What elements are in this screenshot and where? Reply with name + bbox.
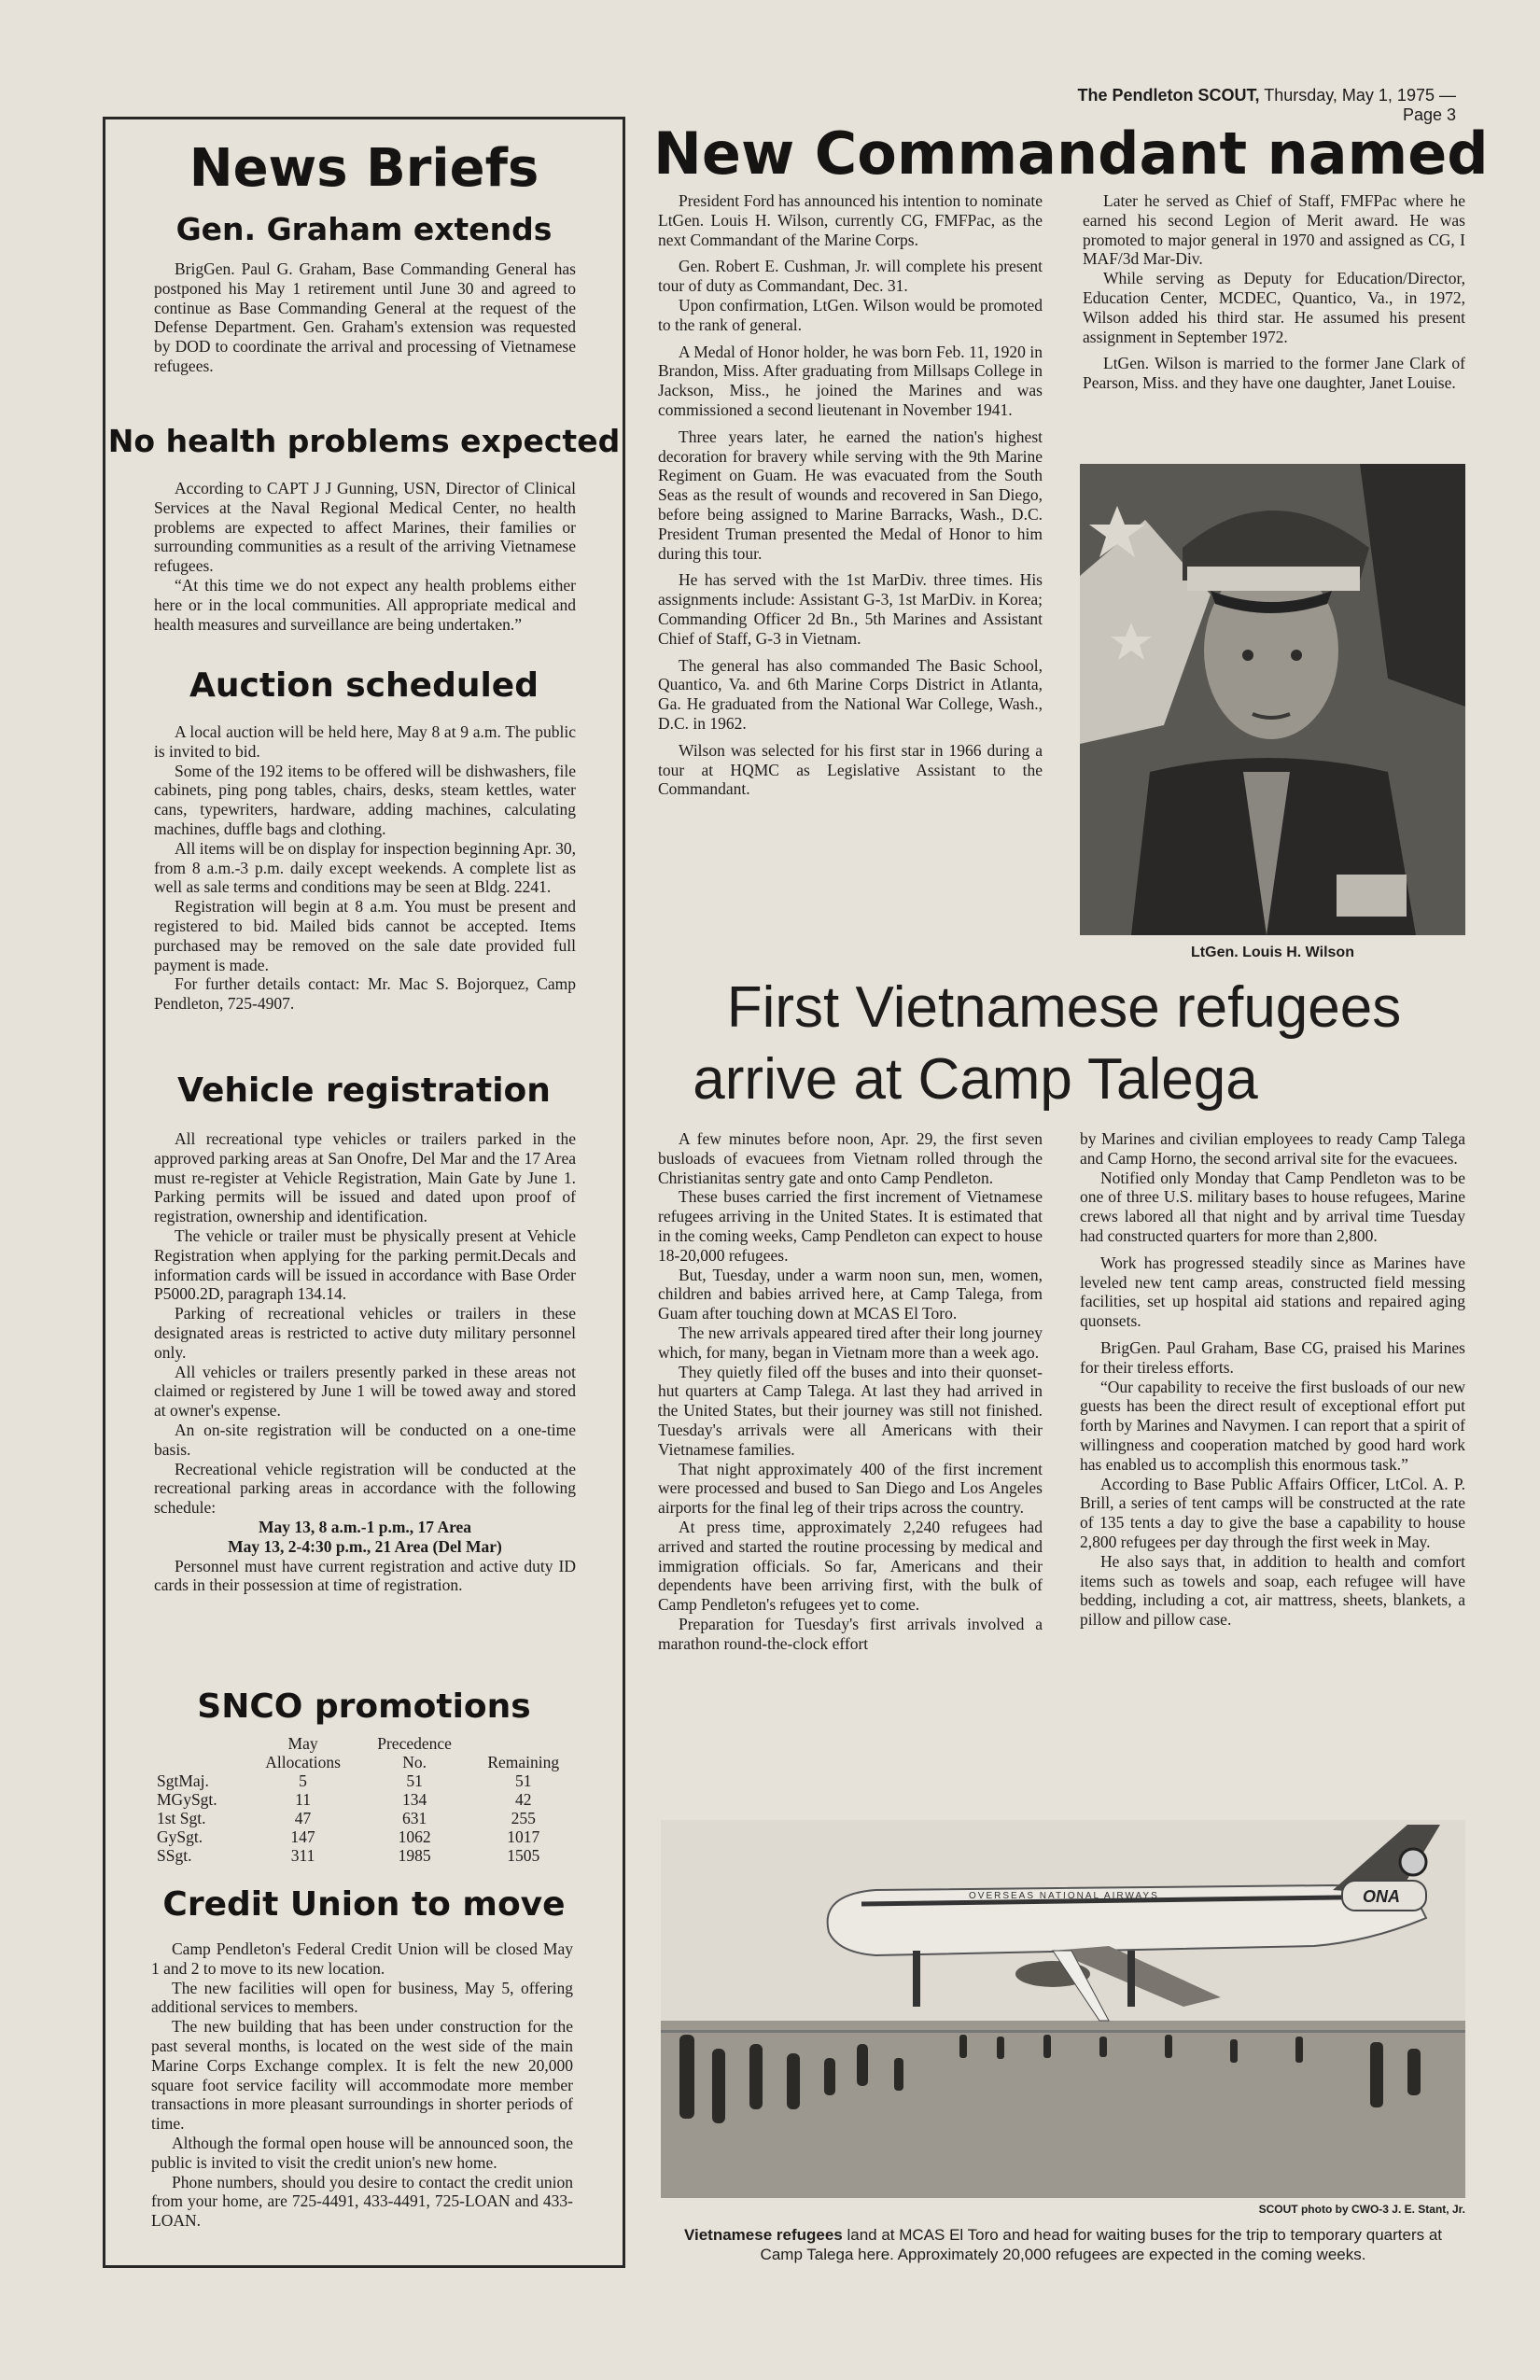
refugees-p9: by Marines and civilian employees to ready Camp Talega and Camp Horno, the second arrival site for the evacuees. <box>1080 1129 1465 1168</box>
auction-p1: A local auction will be held here, May 8 at 9 a.m. The public is invited to bid. <box>154 722 576 761</box>
vehicle-story <box>154 1129 576 1603</box>
snco-rank: 1st Sgt. <box>157 1809 206 1827</box>
snco-h2-c2: No. <box>402 1753 427 1771</box>
vehicle-p5: An on-site registration will be conducted on a one-time basis. <box>154 1420 576 1459</box>
refugees-p13: “Our capability to receive the first busloads of our new guests has been the direct result of exceptional effort put forth by Marines and Navymen. I can report that a spirit of willingness and cooperation matched by good hard work has enabled us to accomplish this enormous task.” <box>1080 1377 1465 1474</box>
vehicle-p3: Parking of recreational vehicles or trailers in these designated areas is restricted to active duty military personnel only. <box>154 1304 576 1362</box>
credit-p1: Camp Pendleton's Federal Credit Union will be closed May 1 and 2 to move to its new location. <box>151 1939 573 1978</box>
refugees-p15: He also says that, in addition to health and comfort items such as towels and soap, each refugee will have bedding, including a cot, air mattress, sheets, blankets, a pillow and pillow case. <box>1080 1551 1465 1630</box>
snco-allocations: 147 <box>290 1827 315 1846</box>
portrait-illustration <box>1080 464 1465 935</box>
snco-remaining: 51 <box>514 1771 532 1790</box>
vehicle-schedule-2: May 13, 2-4:30 p.m., 21 Area (Del Mar) <box>228 1536 502 1556</box>
credit-p3: The new building that has been under construction for the past several months, is located on the west side of the main Marine Corps Exchange complex. It is felt the new 20,000 square foot service facility will accommodate more member transactions in more pleasant surroundings in shorter periods of time. <box>151 2017 573 2134</box>
snco-remaining: 255 <box>511 1809 536 1827</box>
snco-remaining: 42 <box>514 1790 532 1809</box>
commandant-headline: New Commandant named <box>653 119 1489 188</box>
airport-photo-caption <box>661 2225 1465 2264</box>
commandant-column-2 <box>1083 191 1465 400</box>
refugees-headline-1: First Vietnamese refugees <box>726 975 1402 1040</box>
vehicle-p6: Recreational vehicle registration will be conducted at the recreational parking areas in accordance with the following schedule: <box>154 1459 576 1518</box>
portrait-caption: LtGen. Louis H. Wilson <box>1191 945 1354 960</box>
vehicle-p1: All recreational type vehicles or trailers parked in the approved parking areas at San Onofre, Del Mar and the 17 Area must re-register at Vehicle Registration, Main Gate by June 1. Parking permits will be issued and dated upon proof of registration, ownership and identification. <box>154 1129 576 1226</box>
table-row <box>157 1846 577 1865</box>
refugees-p12: BrigGen. Paul Graham, Base CG, praised his Marines for their tireless efforts. <box>1080 1337 1465 1377</box>
vehicle-p7: Personnel must have current registration and active duty ID cards in their possession at time of registration. <box>154 1556 576 1595</box>
folio-separator: — <box>1439 86 1456 105</box>
refugees-p5: They quietly filed off the buses and into their quonset-hut quarters at Camp Talega. At last they had arrived in the United States, but their journey was still not finished. Tuesday's arrivals were all Americans with their Vietnamese families. <box>658 1362 1043 1459</box>
snco-h1-c0 <box>157 1734 246 1753</box>
airport-illustration <box>661 1820 1465 2198</box>
commandant-p7: The general has also commanded The Basic School, Quantico, Va. and 6th Marine Corps District in Atlanta, Ga. He graduated from the National War College, Wash., D.C. in 1962. <box>658 655 1043 733</box>
snco-rank: GySgt. <box>157 1827 203 1846</box>
snco-promotions-table <box>157 1734 577 1865</box>
table-row <box>157 1809 577 1827</box>
refugees-p10: Notified only Monday that Camp Pendleton was to be one of three U.S. military bases to house refugees, Marine crews labored all that night and by arrival time Tuesday had constructed quarters for more than 2,800. <box>1080 1168 1465 1245</box>
commandant-p6: He has served with the 1st MarDiv. three times. His assignments include: Assistant G-3, 1st MarDiv. in Korea; Commanding Officer 2d Bn., 5th Marines and Assistant Chief of Staff, G-3 in Vietnam. <box>658 570 1043 648</box>
snco-h1-c3 <box>469 1734 577 1753</box>
snco-allocations: 5 <box>299 1771 307 1790</box>
commandant-p3: Upon confirmation, LtGen. Wilson would be promoted to the rank of general. <box>658 295 1043 334</box>
credit-p4: Although the formal open house will be announced soon, the public is invited to visit the credit union's new home. <box>151 2133 573 2172</box>
snco-allocations: 311 <box>290 1846 315 1865</box>
commandant-p10: While serving as Deputy for Education/Director, Education Center, MCDEC, Quantico, Va., in 1972, Wilson added his third star. He assumed his present assignment in September 1972. <box>1083 269 1465 346</box>
refugees-headline-2: arrive at Camp Talega <box>693 1047 1258 1112</box>
health-p2: “At this time we do not expect any health problems either here or in the local communities. All appropriate medical and health measures and surveillance are being undertaken.” <box>154 575 576 634</box>
folio-date: Thursday, May 1, 1975 <box>1264 86 1435 105</box>
credit-p5: Phone numbers, should you desire to contact the credit union from your home, are 725-4491, 433-4491, 725-LOAN and 433-LOAN. <box>151 2172 573 2231</box>
commandant-column-1 <box>658 191 1043 806</box>
snco-rank: SSgt. <box>157 1846 192 1865</box>
refugees-airport-photo <box>661 1820 1465 2198</box>
refugees-column-1 <box>658 1129 1043 1654</box>
credit-story <box>151 1939 573 2238</box>
caption-lead: Vietnamese refugees <box>683 2226 843 2244</box>
plane-tail-logo: ONA <box>1363 1887 1400 1906</box>
vehicle-p2: The vehicle or trailer must be physically present at Vehicle Registration when applying for the parking permit.Decals and information cards will be issued in accordance with Base Order P5000.2D, paragraph 134.14. <box>154 1225 576 1304</box>
refugees-p2: These buses carried the first increment of Vietnamese refugees arriving in the United States. It is estimated that in the coming weeks, Camp Pendleton can expect to house 18-20,000 refugees. <box>658 1187 1043 1265</box>
snco-remaining: 1505 <box>507 1846 540 1865</box>
snco-precedence: 1985 <box>398 1846 431 1865</box>
commandant-p11: LtGen. Wilson is married to the former Jane Clark of Pearson, Miss. and they have one daughter, Janet Louise. <box>1083 354 1465 393</box>
refugees-p11: Work has progressed steadily since as Marines have leveled new tent camp areas, constructed field messing facilities, set up hospital aid stations and repaired aging quonsets. <box>1080 1253 1465 1331</box>
refugees-p3: But, Tuesday, under a warm noon sun, men, women, children and babies arrived here, at Camp Talega, from Guam after touching down at MCAS El Toro. <box>658 1265 1043 1323</box>
health-story <box>154 479 576 641</box>
auction-story <box>154 722 576 1021</box>
snco-precedence: 1062 <box>398 1827 431 1846</box>
graham-headline: Gen. Graham extends <box>175 211 553 247</box>
wilson-portrait-photo <box>1080 464 1465 935</box>
graham-story <box>154 259 576 384</box>
health-headline: No health problems expected <box>107 423 621 459</box>
folio-paper: The Pendleton SCOUT, <box>1077 86 1260 105</box>
commandant-p8: Wilson was selected for his first star in 1966 during a tour at HQMC as Legislative Assistant to the Commandant. <box>658 740 1043 799</box>
news-briefs-title: News Briefs <box>189 138 539 199</box>
refugees-p14: According to Base Public Affairs Officer, LtCol. A. P. Brill, a series of tent camps will be constructed at the rate of 135 tents a day to give the base a capability to house 2,800 refugees per day through the first week in May. <box>1080 1474 1465 1551</box>
refugees-p4: The new arrivals appeared tired after their long journey which, for many, began in Vietnam more than a week ago. <box>658 1323 1043 1362</box>
commandant-p4: A Medal of Honor holder, he was born Feb. 11, 1920 in Brandon, Miss. After graduating from Millsaps College in Jackson, Miss., he joined the Marines and was commissioned a second lieutenant in November 1941. <box>658 342 1043 419</box>
snco-h2-c1: Allocations <box>265 1753 341 1771</box>
snco-allocations: 11 <box>295 1790 311 1809</box>
commandant-p2: Gen. Robert E. Cushman, Jr. will complete his present tour of duty as Commandant, Dec. 31. <box>658 257 1043 296</box>
auction-p5: For further details contact: Mr. Mac S. Bojorquez, Camp Pendleton, 725-4907. <box>154 974 576 1014</box>
snco-rank: SgtMaj. <box>157 1771 209 1790</box>
refugees-p7: At press time, approximately 2,240 refugees had arrived and started the routine processing by medical and immigration officials. So far, Americans and their dependents have been arriving first, with the bulk of Camp Pendleton's refugees yet to come. <box>658 1517 1043 1615</box>
vehicle-headline: Vehicle registration <box>177 1071 551 1110</box>
credit-headline: Credit Union to move <box>162 1885 566 1924</box>
credit-p2: The new facilities will open for business, May 5, offering additional services to members. <box>151 1978 573 2017</box>
snco-precedence: 631 <box>401 1809 427 1827</box>
commandant-p9: Later he served as Chief of Staff, FMFPac where he earned his second Legion of Merit award. He was promoted to major general in 1970 and assigned as CG, I MAF/3d Mar-Div. <box>1083 191 1465 269</box>
table-row <box>157 1790 577 1809</box>
refugees-p1: A few minutes before noon, Apr. 29, the first seven busloads of evacuees from Vietnam rolled through the Christianitas sentry gate and onto Camp Pendleton. <box>658 1129 1043 1187</box>
snco-h2-c3: Remaining <box>487 1753 560 1771</box>
auction-p2: Some of the 192 items to be offered will be dishwashers, file cabinets, ping pong tables, chairs, desks, steam kettles, water cans, typewriters, hardware, adding machines, calculating machines, duffle bags and clothing. <box>154 761 576 838</box>
snco-header-row-2 <box>157 1753 577 1771</box>
snco-headline: SNCO promotions <box>197 1687 531 1726</box>
refugees-p8: Preparation for Tuesday's first arrivals involved a marathon round-the-clock effort <box>658 1614 1043 1653</box>
commandant-p1: President Ford has announced his intention to nominate LtGen. Louis H. Wilson, currently CG, FMFPac, as the next Commandant of the Marine Corps. <box>658 191 1043 249</box>
snco-rank: MGySgt. <box>157 1790 217 1809</box>
snco-h1-c2: Precedence <box>377 1734 452 1753</box>
table-row <box>157 1771 577 1790</box>
snco-h1-c1: May <box>287 1734 318 1753</box>
folio-page: Page 3 <box>1402 105 1456 124</box>
commandant-p5: Three years later, he earned the nation's highest decoration for bravery while serving with the 9th Marine Regiment on Guam. He was evacuated from the South Seas as the result of wounds and recovered in San Diego, before being assigned to Marine Barracks, Wash., D.C. President Truman presented the Medal of Honor to him during this tour. <box>658 427 1043 563</box>
snco-precedence: 51 <box>406 1771 423 1790</box>
graham-p1: BrigGen. Paul G. Graham, Base Commanding General has postponed his May 1 retirement until June 30 and agreed to continue as Base Commanding General at the request of the Defense Department. Gen. Graham's extension was requested by DOD to coordinate the arrival and processing of Vietnamese refugees. <box>154 259 576 375</box>
snco-allocations: 47 <box>294 1809 312 1827</box>
vehicle-schedule-1: May 13, 8 a.m.-1 p.m., 17 Area <box>258 1517 472 1536</box>
plane-fuselage-text: OVERSEAS NATIONAL AIRWAYS <box>969 1891 1159 1901</box>
photo-credit: SCOUT photo by CWO-3 J. E. Stant, Jr. <box>1258 2203 1465 2216</box>
snco-precedence: 134 <box>401 1790 427 1809</box>
auction-p3: All items will be on display for inspection beginning Apr. 30, from 8 a.m.-3 p.m. daily except weekends. A complete list as well as sale terms and conditions may be seen at Bldg. 2241. <box>154 838 576 897</box>
auction-p4: Registration will begin at 8 a.m. You must be present and registered to bid. Mailed bids cannot be accepted. Items purchased may be removed on the sale date provided full payment is made. <box>154 897 576 974</box>
refugees-p6: That night approximately 400 of the first increment were processed and bused to San Diego and Los Angeles airports for the final leg of their trips across the country. <box>658 1459 1043 1518</box>
snco-header-row-1 <box>157 1734 577 1753</box>
snco-h2-c0 <box>157 1753 246 1771</box>
snco-remaining: 1017 <box>507 1827 540 1846</box>
table-row <box>157 1827 577 1846</box>
refugees-column-2 <box>1080 1129 1465 1637</box>
auction-headline: Auction scheduled <box>189 666 539 705</box>
vehicle-p4: All vehicles or trailers presently parked in these areas not claimed or registered by June 1 will be towed away and stored at owner's expense. <box>154 1362 576 1421</box>
health-p1: According to CAPT J J Gunning, USN, Director of Clinical Services at the Naval Regional Medical Center, no health problems are expected to affect Marines, their families or surrounding communities as a result of the arriving Vietnamese refugees. <box>154 479 576 576</box>
caption-text: land at MCAS El Toro and head for waiting buses for the trip to temporary quarters at Camp Talega here. Approximately 20,000 refugees are expected in the coming weeks. <box>760 2226 1443 2263</box>
